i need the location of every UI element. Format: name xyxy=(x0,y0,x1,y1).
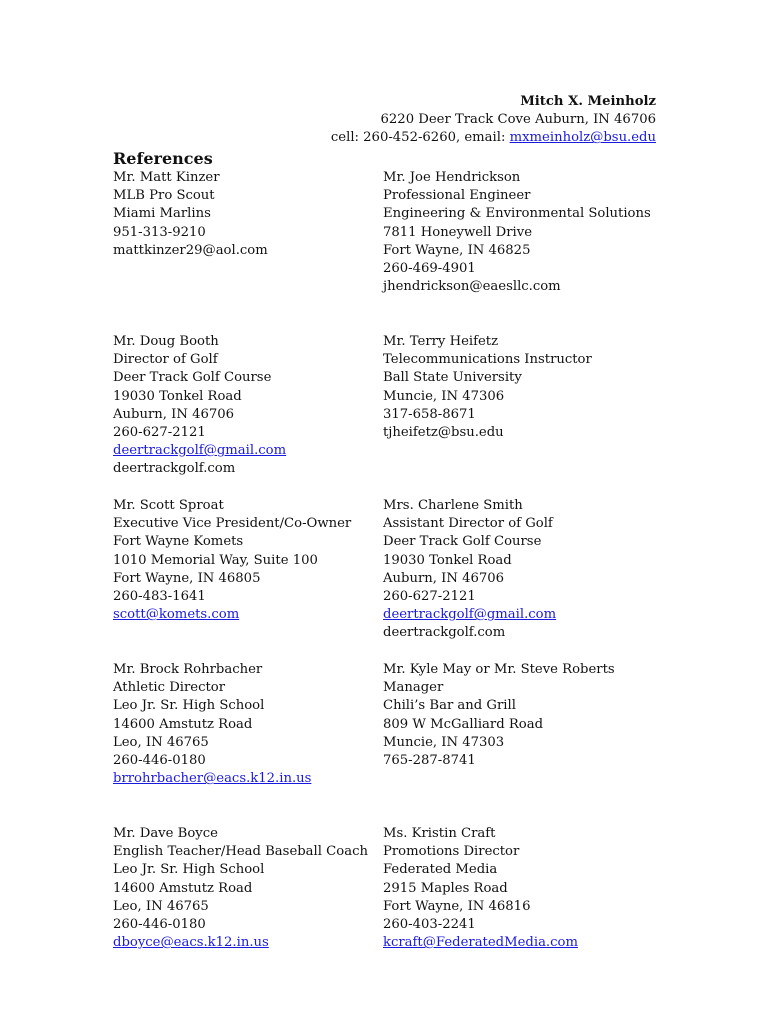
reference-line: Federated Media xyxy=(383,862,498,878)
reference-line: Leo, IN 46765 xyxy=(113,734,209,750)
reference-line: Fort Wayne, IN 46816 xyxy=(383,898,531,914)
reference-email-link[interactable]: dboyce@eacs.k12.in.us xyxy=(113,935,269,951)
reference-line: 951-313-9210 xyxy=(113,224,206,240)
reference-name: Mr. Terry Heifetz xyxy=(383,334,499,349)
reference-line: 260-469-4901 xyxy=(383,261,476,277)
reference-line: 809 W McGalliard Road xyxy=(383,716,544,732)
reference-line: deertrackgolf.com xyxy=(113,461,236,477)
section-title: References xyxy=(113,149,213,168)
reference-entry xyxy=(383,169,663,333)
reference-line: 260-446-0180 xyxy=(113,917,206,933)
reference-entry xyxy=(113,661,383,825)
reference-line: 19030 Tonkel Road xyxy=(113,388,242,404)
reference-line: Deer Track Golf Course xyxy=(383,534,542,550)
reference-line: Muncie, IN 47303 xyxy=(383,734,505,750)
reference-line: 260-627-2121 xyxy=(113,425,206,441)
reference-line: Leo Jr. Sr. High School xyxy=(113,698,265,714)
reference-name: Mr. Dave Boyce xyxy=(113,826,218,841)
reference-name: Ms. Kristin Craft xyxy=(383,826,496,841)
reference-line: 19030 Tonkel Road xyxy=(383,552,512,568)
reference-entry xyxy=(113,825,383,989)
reference-line: 260-446-0180 xyxy=(113,753,206,769)
reference-line: Engineering & Environmental Solutions xyxy=(383,206,651,222)
reference-line: 260-627-2121 xyxy=(383,589,476,605)
reference-line: 260-483-1641 xyxy=(113,589,206,605)
reference-line: Director of Golf xyxy=(113,352,218,368)
reference-line: Deer Track Golf Course xyxy=(113,370,272,386)
reference-line: Chili’s Bar and Grill xyxy=(383,698,516,714)
resume-header xyxy=(56,93,656,148)
reference-line: 1010 Memorial Way, Suite 100 xyxy=(113,552,318,568)
reference-line: English Teacher/Head Baseball Coach xyxy=(113,844,368,860)
reference-line: 765-287-8741 xyxy=(383,753,476,769)
reference-line: MLB Pro Scout xyxy=(113,188,215,204)
applicant-contact xyxy=(56,129,656,147)
applicant-email-link[interactable]: mxmeinholz@bsu.edu xyxy=(509,130,656,146)
reference-line: Miami Marlins xyxy=(113,206,211,222)
reference-entry xyxy=(113,497,383,661)
references-grid xyxy=(113,169,663,989)
reference-line: Assistant Director of Golf xyxy=(383,516,553,532)
reference-line: Leo Jr. Sr. High School xyxy=(113,862,265,878)
reference-email-link[interactable]: deertrackgolf@gmail.com xyxy=(383,607,557,623)
reference-line: 260-403-2241 xyxy=(383,917,476,933)
reference-line: Fort Wayne, IN 46805 xyxy=(113,570,261,586)
reference-line: Ball State University xyxy=(383,370,522,386)
reference-line: 7811 Honeywell Drive xyxy=(383,224,533,240)
applicant-address: 6220 Deer Track Cove Auburn, IN 46706 xyxy=(380,112,656,128)
reference-line: 317-658-8671 xyxy=(383,406,476,422)
reference-line: Promotions Director xyxy=(383,844,520,860)
reference-line: tjheifetz@bsu.edu xyxy=(383,425,504,441)
reference-name: Mr. Brock Rohrbacher xyxy=(113,662,263,677)
reference-line: Auburn, IN 46706 xyxy=(113,406,235,422)
reference-email-link[interactable]: scott@komets.com xyxy=(113,607,240,623)
reference-entry xyxy=(113,333,383,497)
reference-line: mattkinzer29@aol.com xyxy=(113,242,268,258)
reference-name: Mr. Joe Hendrickson xyxy=(383,170,521,185)
reference-line: jhendrickson@eaesllc.com xyxy=(383,279,561,295)
reference-line: Leo, IN 46765 xyxy=(113,898,209,914)
reference-line: Fort Wayne Komets xyxy=(113,534,244,550)
reference-line: Athletic Director xyxy=(113,680,226,696)
reference-line: 14600 Amstutz Road xyxy=(113,716,253,732)
reference-name: Mr. Doug Booth xyxy=(113,334,219,349)
applicant-name: Mitch X. Meinholz xyxy=(520,94,656,109)
reference-email-link[interactable]: brrohrbacher@eacs.k12.in.us xyxy=(113,771,312,787)
reference-email-link[interactable]: deertrackgolf@gmail.com xyxy=(113,443,287,459)
reference-entry xyxy=(383,497,663,661)
reference-entry xyxy=(383,333,663,497)
reference-line: Executive Vice President/Co-Owner xyxy=(113,516,352,532)
reference-email-link[interactable]: kcraft@FederatedMedia.com xyxy=(383,935,578,951)
reference-line: deertrackgolf.com xyxy=(383,625,506,641)
reference-name: Mrs. Charlene Smith xyxy=(383,498,523,513)
reference-line: 2915 Maples Road xyxy=(383,880,508,896)
reference-line: 14600 Amstutz Road xyxy=(113,880,253,896)
reference-name: Mr. Scott Sproat xyxy=(113,498,224,513)
reference-line: Auburn, IN 46706 xyxy=(383,570,505,586)
reference-line: Muncie, IN 47306 xyxy=(383,388,505,404)
reference-entry xyxy=(383,825,663,989)
reference-name: Mr. Kyle May or Mr. Steve Roberts xyxy=(383,662,615,677)
reference-name: Mr. Matt Kinzer xyxy=(113,170,220,185)
contact-prefix: cell: 260-452-6260, email: xyxy=(330,130,510,146)
reference-entry xyxy=(113,169,383,333)
reference-entry xyxy=(383,661,663,825)
reference-line: Manager xyxy=(383,680,444,696)
reference-line: Professional Engineer xyxy=(383,188,531,204)
reference-line: Telecommunications Instructor xyxy=(383,352,592,368)
reference-line: Fort Wayne, IN 46825 xyxy=(383,242,531,258)
